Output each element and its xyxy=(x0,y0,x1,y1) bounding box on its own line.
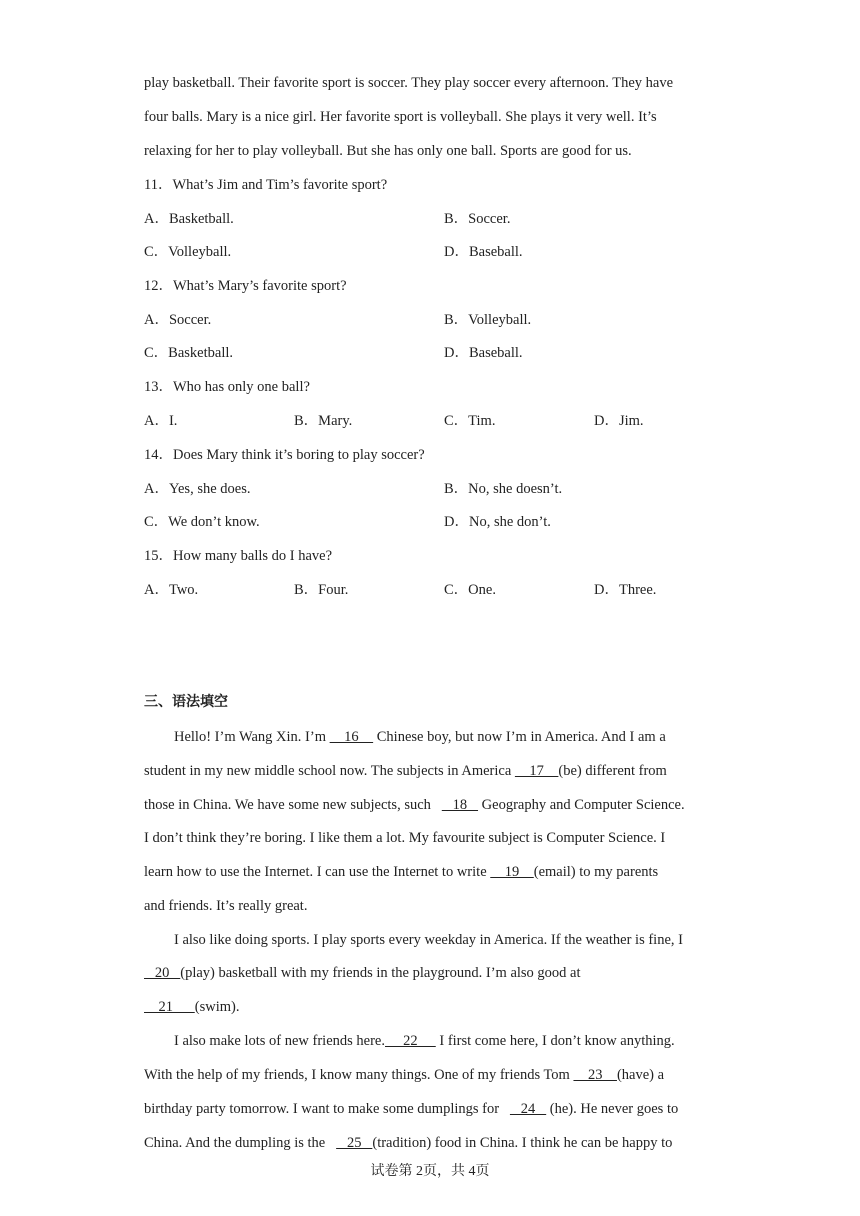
question-11-option-c[interactable]: C．Volleyball. xyxy=(144,244,232,260)
paragraph-line: I also make lots of new friends here. 22 I first come here, I don’t know anything. xyxy=(174,1033,675,1049)
question-11-option-d[interactable]: D．Baseball. xyxy=(444,244,523,260)
paragraph-line: I also like doing sports. I play sports every weekday in America. If the weather is fine, I xyxy=(174,932,683,948)
paragraph-line: I don’t think they’re boring. I like them a lot. My favourite subject is Computer Science. I xyxy=(144,830,666,846)
question-11-option-b[interactable]: B．Soccer. xyxy=(444,211,511,227)
question-14-stem: 14．Does Mary think it’s boring to play soccer? xyxy=(144,447,425,463)
paragraph-line: Hello! I’m Wang Xin. I’m 16 Chinese boy, but now I’m in America. And I am a xyxy=(174,729,666,745)
question-13-option-d[interactable]: D．Jim. xyxy=(594,413,644,429)
section-heading: 三、语法填空 xyxy=(144,694,228,710)
question-14-option-b[interactable]: B．No, she doesn’t. xyxy=(444,481,563,497)
paragraph-line: those in China. We have some new subjects, such 18 Geography and Computer Science. xyxy=(144,797,685,813)
paragraph-line: With the help of my friends, I know many things. One of my friends Tom 23 (have) a xyxy=(144,1067,665,1083)
paragraph-line: China. And the dumpling is the 25 (tradition) food in China. I think he can be happy to xyxy=(144,1135,673,1151)
blank-24[interactable]: 24 xyxy=(509,1101,547,1117)
blank-20[interactable]: 20 xyxy=(144,965,181,981)
question-13-stem: 13．Who has only one ball? xyxy=(144,379,310,395)
paragraph-line: 20 (play) basketball with my friends in the playground. I’m also good at xyxy=(144,965,581,981)
question-15-stem: 15．How many balls do I have? xyxy=(144,548,333,564)
question-14-option-c[interactable]: C．We don’t know. xyxy=(144,514,260,530)
paragraph-line: and friends. It’s really great. xyxy=(144,898,308,914)
blank-22[interactable]: 22 xyxy=(385,1033,436,1049)
blank-23[interactable]: 23 xyxy=(573,1067,617,1083)
question-14-option-d[interactable]: D．No, she don’t. xyxy=(444,514,551,530)
question-15-option-a[interactable]: A．Two. xyxy=(144,582,199,598)
question-11-stem: 11．What’s Jim and Tim’s favorite sport? xyxy=(144,177,388,193)
blank-18[interactable]: 18 xyxy=(441,797,479,813)
blank-19[interactable]: 19 xyxy=(490,864,534,880)
page-footer: 试卷第 2页，共 4页 xyxy=(370,1164,490,1179)
passage-line-1: play basketball. Their favorite sport is soccer. They play soccer every afternoon. They have xyxy=(144,75,674,91)
blank-16[interactable]: 16 xyxy=(329,729,374,745)
question-12-option-b[interactable]: B．Volleyball. xyxy=(444,312,532,328)
blank-25[interactable]: 25 xyxy=(336,1135,373,1151)
blank-17[interactable]: 17 xyxy=(514,763,559,779)
paragraph-line: 21 (swim). xyxy=(144,999,240,1015)
paragraph-line: birthday party tomorrow. I want to make some dumplings for 24 (he). He never goes to xyxy=(144,1101,679,1117)
blank-21[interactable]: 21 xyxy=(144,999,195,1015)
question-13-option-b[interactable]: B．Mary. xyxy=(294,413,353,429)
question-12-option-d[interactable]: D．Baseball. xyxy=(444,345,523,361)
paragraph-line: student in my new middle school now. The subjects in America 17 (be) different from xyxy=(144,763,667,779)
question-12-stem: 12．What’s Mary’s favorite sport? xyxy=(144,278,347,294)
question-15-option-d[interactable]: D．Three. xyxy=(594,582,657,598)
question-15-option-b[interactable]: B．Four. xyxy=(294,582,349,598)
passage-line-3: relaxing for her to play volleyball. But she has only one ball. Sports are good for us. xyxy=(144,143,632,159)
question-11-option-a[interactable]: A．Basketball. xyxy=(144,211,234,227)
question-15-option-c[interactable]: C．One. xyxy=(444,582,496,598)
question-12-option-a[interactable]: A．Soccer. xyxy=(144,312,212,328)
question-13-option-a[interactable]: A．I. xyxy=(144,413,178,429)
passage-line-2: four balls. Mary is a nice girl. Her favorite sport is volleyball. She plays it very well. It’s xyxy=(144,109,657,125)
question-13-option-c[interactable]: C．Tim. xyxy=(444,413,496,429)
question-14-option-a[interactable]: A．Yes, she does. xyxy=(144,481,251,497)
paragraph-line: learn how to use the Internet. I can use the Internet to write 19 (email) to my parents xyxy=(144,864,659,880)
question-12-option-c[interactable]: C．Basketball. xyxy=(144,345,234,361)
